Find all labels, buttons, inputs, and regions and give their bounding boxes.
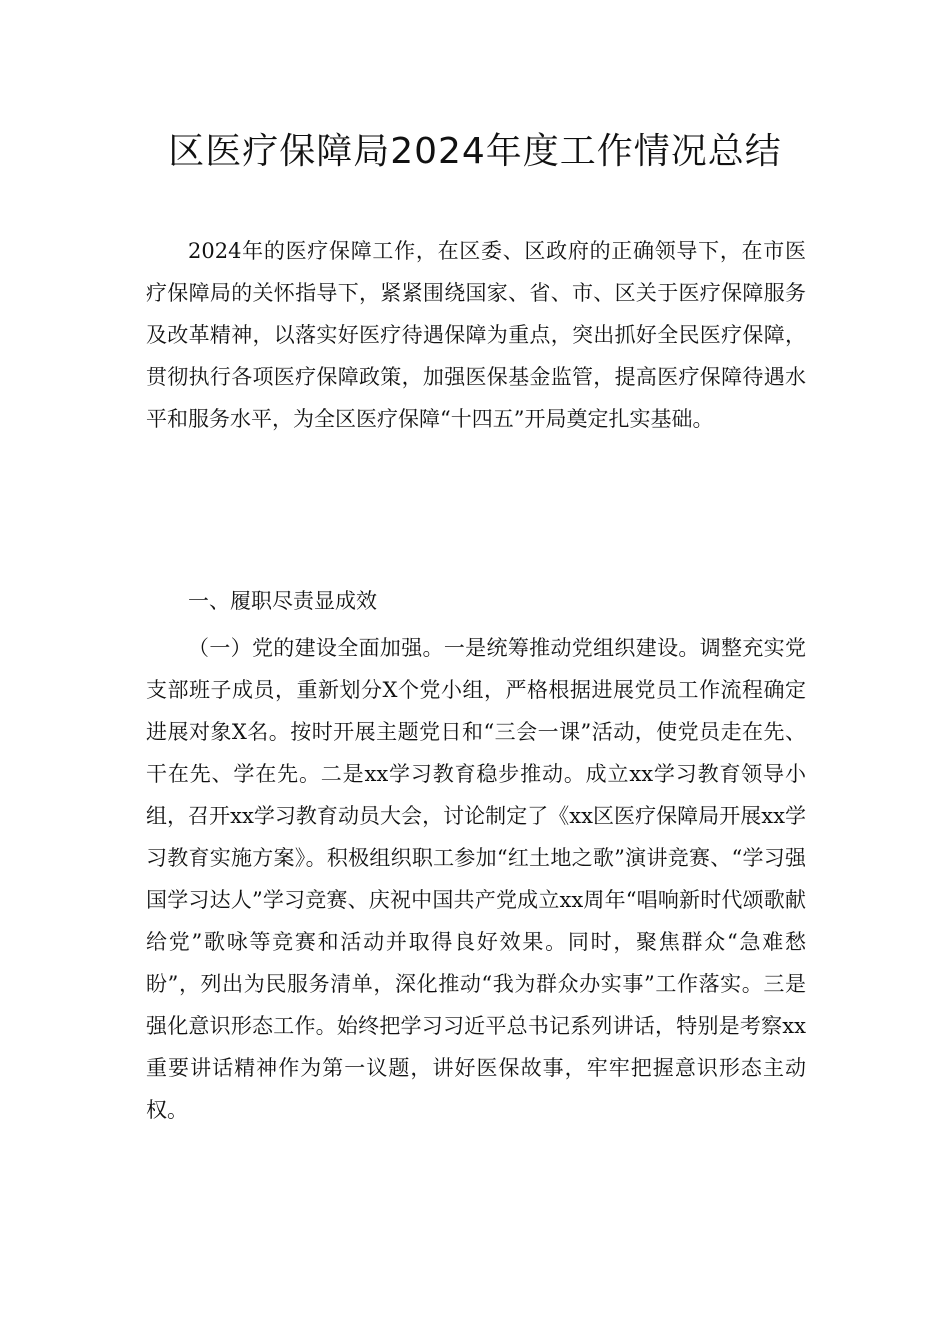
document-title: 区医疗保障局2024年度工作情况总结 xyxy=(168,131,782,172)
section-heading: 一、履职尽责显成效 xyxy=(188,589,377,613)
section-paragraph: （一）党的建设全面加强。一是统筹推动党组织建设。调整充实党支部班子成员，重新划分X个党小组，严格根据进展党员工作流程确定进展对象X名。按时开展主题党日和“三会一课”活动，使党员走在先、干在先、学在先。二是xx学习教育稳步推动。成立xx学习教育领导小组，召开xx学习教育动员大会，讨论制定了《xx区医疗保障局开展xx学习教育实施方案》。积极组织职工参加“红土地之歌”演讲竞赛、“学习强国学习达人”学习竞赛、庆祝中国共产党成立xx周年“唱响新时代颂歌献给党”歌咏等竞赛和活动并取得良好效果。同时，聚焦群众“急难愁盼”，列出为民服务清单，深化推动“我为群众办实事”工作落实。三是强化意识形态工作。始终把学习习近平总书记系列讲话，特别是考察xx重要讲话精神作为第一议题，讲好医保故事，牢牢把握意识形态主动权。 xyxy=(146,636,806,1122)
intro-paragraph: 2024年的医疗保障工作，在区委、区政府的正确领导下，在市医疗保障局的关怀指导下，紧紧围绕国家、省、市、区关于医疗保障服务及改革精神，以落实好医疗待遇保障为重点，突出抓好全民医疗保障，贯彻执行各项医疗保障政策，加强医保基金监管，提高医疗保障待遇水平和服务水平，为全区医疗保障“十四五”开局奠定扎实基础。 xyxy=(146,239,806,431)
